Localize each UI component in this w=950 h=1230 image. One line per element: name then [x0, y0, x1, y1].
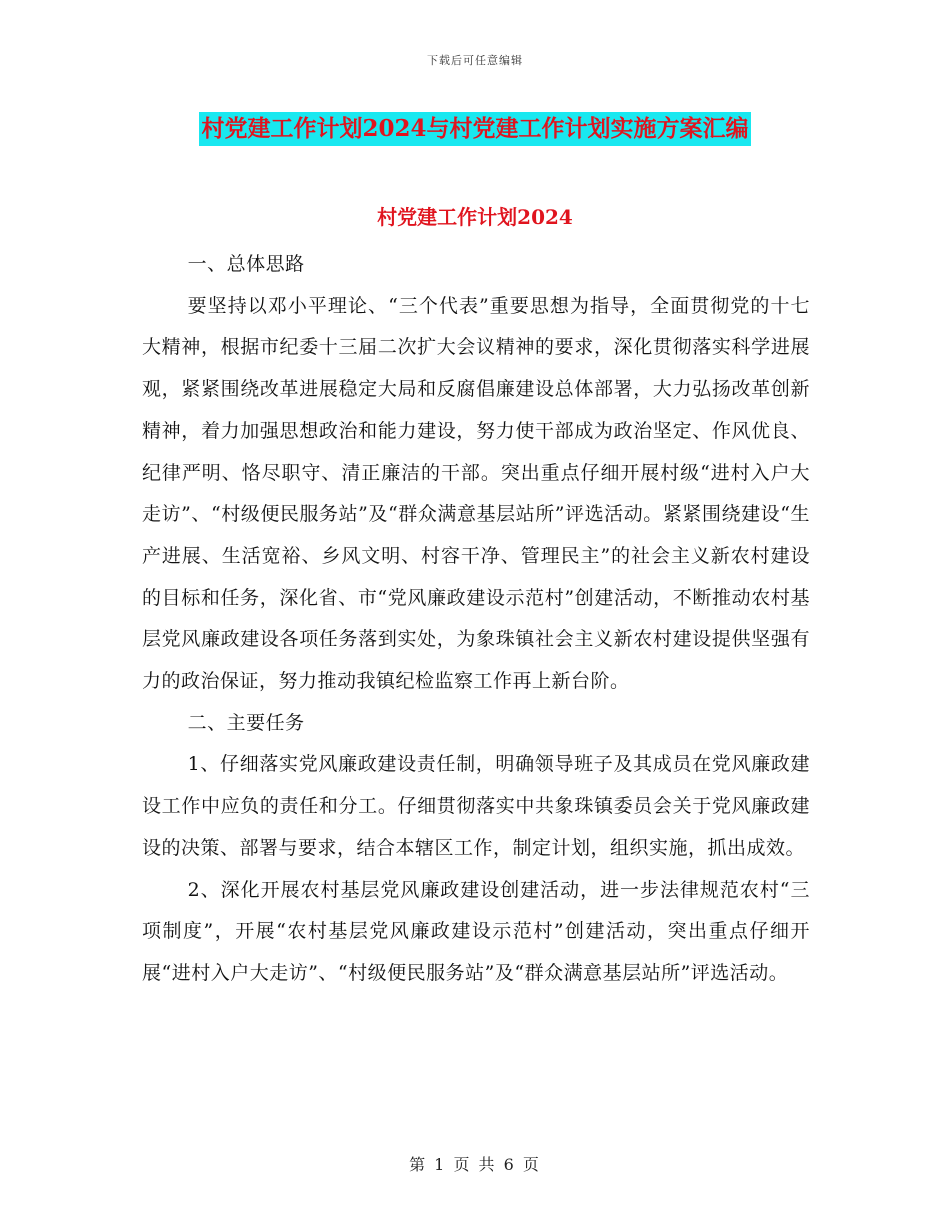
main-title: 村党建工作计划2024与村党建工作计划实施方案汇编: [199, 112, 750, 146]
paragraph-task-1: 1、仔细落实党风廉政建设责任制，明确领导班子及其成员在党风廉政建设工作中应负的责任和分工。仔细贯彻落实中共象珠镇委员会关于党风廉政建设的决策、部署与要求，结合本辖区工作，制定计划，组织实施，抓出成效。: [142, 753, 810, 859]
header-note: 下载后可任意编辑: [427, 54, 523, 67]
page-footer: 第 1 页 共 6 页: [409, 1155, 541, 1174]
paragraph-task-2: 2、深化开展农村基层党风廉政建设创建活动，进一步法律规范农村“三项制度”，开展“农村基层党风廉政建设示范村”创建活动，突出重点仔细开展“进村入户大走访”、“村级便民服务站”及“群众满意基层站所”评选活动。: [142, 878, 810, 984]
document-body: [142, 244, 810, 995]
section-heading-overall: 一、总体思路: [187, 253, 305, 275]
sub-title: 村党建工作计划2024: [377, 205, 573, 229]
main-title-wrap: [0, 112, 950, 146]
paragraph-overall: 要坚持以邓小平理论、“三个代表”重要思想为指导，全面贯彻党的十七大精神，根据市纪委十三届二次扩大会议精神的要求，深化贯彻落实科学进展观，紧紧围绕改革进展稳定大局和反腐倡廉建设总体部署，大力弘扬改革创新精神，着力加强思想政治和能力建设，努力使干部成为政治坚定、作风优良、纪律严明、恪尽职守、清正廉洁的干部。突出重点仔细开展村级“进村入户大走访”、“村级便民服务站”及“群众满意基层站所”评选活动。紧紧围绕建设“生产进展、生活宽裕、乡风文明、村容干净、管理民主”的社会主义新农村建设的目标和任务，深化省、市“党风廉政建设示范村”创建活动，不断推动农村基层党风廉政建设各项任务落到实处，为象珠镇社会主义新农村建设提供坚强有力的政治保证，努力推动我镇纪检监察工作再上新台阶。: [142, 294, 810, 693]
section-heading-tasks: 二、主要任务: [187, 711, 305, 734]
